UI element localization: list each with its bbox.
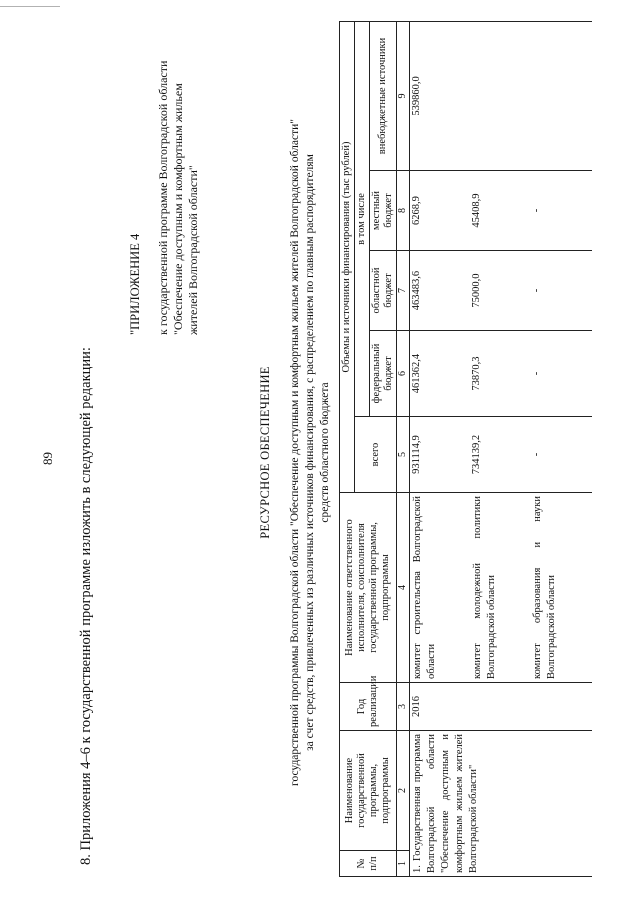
executor-cell: комитет строительства Волгоградской области xyxy=(410,493,471,683)
amendment-heading: 8. Приложения 4–6 к государственной программе изложить в следующей редакции: xyxy=(78,347,94,865)
header-regional: областной бюджет xyxy=(370,251,397,331)
appendix-title: "ПРИЛОЖЕНИЕ 4 xyxy=(128,233,142,335)
column-index: 9 xyxy=(397,21,410,170)
header-funding: Объемы и источники финансирования (тыс рублей) xyxy=(340,21,355,492)
federal-cell: 73870,3 xyxy=(470,331,530,417)
column-index: 3 xyxy=(397,683,410,731)
local-cell: 45408,9 xyxy=(470,171,530,251)
header-federal: федеральный бюджет xyxy=(370,331,397,417)
executor-cell: комитет образования и науки Волгоградской области xyxy=(530,493,592,683)
header-executor: Наименование ответственного исполнителя, соисполнителя государственной программы, подпрограммы xyxy=(340,493,397,683)
column-index: 8 xyxy=(397,171,410,251)
extra-cell xyxy=(470,21,530,170)
description-line: государственной программы Волгоградской области "Обеспечение доступным и комфортным жильем жителей Волгоградской области" xyxy=(289,119,301,786)
header-local: местный бюджет xyxy=(370,171,397,251)
extra-cell: 539860,0 xyxy=(410,21,471,170)
table-row xyxy=(410,21,471,876)
program-year-cell: 2016 xyxy=(410,683,593,731)
header-program-name: Наименование государственной программы, подпрограммы xyxy=(340,731,397,851)
column-index: 6 xyxy=(397,331,410,417)
total-cell: 931114,9 xyxy=(410,417,471,493)
federal-cell: - xyxy=(530,331,592,417)
extra-cell xyxy=(530,21,592,170)
header-num: № п/п xyxy=(340,851,397,877)
resource-table xyxy=(339,21,592,877)
description-line: средств областного бюджета xyxy=(319,382,331,523)
executor-cell: комитет молодежной политики Волгоградской области xyxy=(470,493,530,683)
regional-cell: 75000,0 xyxy=(470,251,530,331)
appendix-line: жителей Волгоградской области" xyxy=(186,165,200,335)
page-number: 89 xyxy=(40,452,55,465)
document-title: РЕСУРСНОЕ ОБЕСПЕЧЕНИЕ xyxy=(258,366,272,539)
column-index: 1 xyxy=(397,851,410,877)
federal-cell: 461362,4 xyxy=(410,331,471,417)
total-cell: - xyxy=(530,417,592,493)
appendix-line: к государственной программе Волгоградской области xyxy=(156,60,170,335)
appendix-subtitle xyxy=(156,30,201,335)
total-cell: 734139,2 xyxy=(470,417,530,493)
column-index: 4 xyxy=(397,493,410,683)
column-index: 5 xyxy=(397,417,410,493)
description-line: за счет средств, привлеченных из различных источников финансирования, с распределением по главным распорядителям xyxy=(304,154,316,751)
document-description xyxy=(288,0,333,905)
header-total: всего xyxy=(355,417,397,493)
appendix-line: "Обеспечение доступным и комфортным жильем xyxy=(171,83,185,335)
local-cell: - xyxy=(530,171,592,251)
header-extra: внебюджетные источники xyxy=(370,21,397,170)
regional-cell: 463483,6 xyxy=(410,251,471,331)
regional-cell: - xyxy=(530,251,592,331)
column-index: 7 xyxy=(397,251,410,331)
header-year: Год реализации xyxy=(340,683,397,731)
program-name-cell: 1. Государственная программа Волгоградской области "Обеспечение доступным и комфортным жильем жителей Волгоградской области" xyxy=(410,731,593,877)
local-cell: 6268,9 xyxy=(410,171,471,251)
header-including: в том числе xyxy=(355,21,370,416)
column-index: 2 xyxy=(397,731,410,851)
